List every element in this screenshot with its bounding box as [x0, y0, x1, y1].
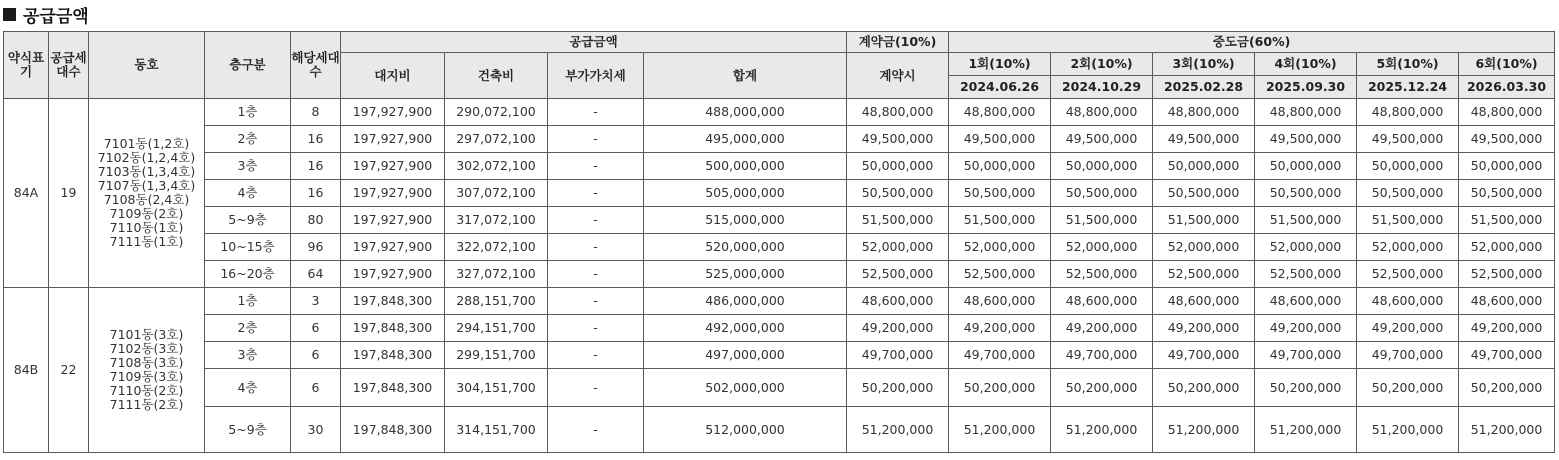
header-deposit: 계약금(10%): [847, 32, 949, 53]
header-building: 건축비: [445, 53, 548, 99]
supply-price-table: [3, 31, 1555, 453]
building-cost-cell: 294,151,700: [445, 315, 548, 342]
land-cost-cell: 197,848,300: [341, 342, 445, 369]
vat-cell: -: [548, 288, 644, 315]
mid-payment-2-cell: 48,600,000: [1051, 288, 1153, 315]
table-row: [4, 234, 1555, 261]
dong-item: 7102동(3호): [109, 341, 184, 356]
dong-item: 7108동(2,4호): [103, 192, 190, 207]
mid-payment-3-cell: 48,800,000: [1153, 99, 1255, 126]
building-cost-cell: 314,151,700: [445, 407, 548, 453]
total-cell: 492,000,000: [644, 315, 847, 342]
dong-item: 7108동(3호): [109, 355, 184, 370]
mid-payment-2-cell: 50,000,000: [1051, 153, 1153, 180]
mid-payment-5-cell: 51,200,000: [1357, 407, 1459, 453]
floor-cell: 5~9층: [205, 407, 291, 453]
deposit-cell: 52,500,000: [847, 261, 949, 288]
vat-cell: -: [548, 180, 644, 207]
land-cost-cell: 197,927,900: [341, 180, 445, 207]
building-cost-cell: 322,072,100: [445, 234, 548, 261]
floor-cell: 10~15층: [205, 234, 291, 261]
table-header: [4, 32, 1555, 99]
table-row: [4, 180, 1555, 207]
mid-payment-6-cell: 50,500,000: [1459, 180, 1555, 207]
mid-payment-2-cell: 51,200,000: [1051, 407, 1153, 453]
unit-count-cell: 19: [49, 99, 89, 288]
land-cost-cell: 197,927,900: [341, 234, 445, 261]
mid-payment-5-cell: 49,200,000: [1357, 315, 1459, 342]
header-count: 해당세대수: [291, 32, 341, 99]
table-row: [4, 207, 1555, 234]
mid-payment-6-cell: 48,800,000: [1459, 99, 1555, 126]
mid-payment-1-cell: 48,800,000: [949, 99, 1051, 126]
total-cell: 497,000,000: [644, 342, 847, 369]
header-mid-4: 4회(10%): [1255, 53, 1357, 76]
header-mid-1: 1회(10%): [949, 53, 1051, 76]
table-row: [4, 342, 1555, 369]
dong-item: 7101동(1,2호): [103, 136, 190, 151]
square-bullet-icon: [3, 8, 16, 21]
floor-cell: 1층: [205, 99, 291, 126]
table-body: [4, 99, 1555, 453]
vat-cell: -: [548, 207, 644, 234]
mid-payment-5-cell: 51,500,000: [1357, 207, 1459, 234]
floor-cell: 2층: [205, 126, 291, 153]
deposit-cell: 49,200,000: [847, 315, 949, 342]
household-count-cell: 8: [291, 99, 341, 126]
mid-payment-1-cell: 50,200,000: [949, 369, 1051, 407]
dong-item: 7111동(1호): [109, 234, 184, 249]
mid-payment-1-cell: 51,500,000: [949, 207, 1051, 234]
mid-payment-1-cell: 50,000,000: [949, 153, 1051, 180]
household-count-cell: 6: [291, 342, 341, 369]
mid-payment-4-cell: 49,200,000: [1255, 315, 1357, 342]
vat-cell: -: [548, 153, 644, 180]
header-units: 공급세대수: [49, 32, 89, 99]
table-row: [4, 126, 1555, 153]
mid-payment-1-cell: 49,200,000: [949, 315, 1051, 342]
table-row: [4, 288, 1555, 315]
dong-item: 7101동(3호): [109, 327, 184, 342]
total-cell: 502,000,000: [644, 369, 847, 407]
mid-payment-3-cell: 49,700,000: [1153, 342, 1255, 369]
mid-payment-4-cell: 50,500,000: [1255, 180, 1357, 207]
mid-payment-6-cell: 49,700,000: [1459, 342, 1555, 369]
header-mid-3-date: 2025.02.28: [1153, 76, 1255, 99]
mid-payment-5-cell: 48,600,000: [1357, 288, 1459, 315]
deposit-cell: 48,800,000: [847, 99, 949, 126]
header-mid-1-date: 2024.06.26: [949, 76, 1051, 99]
land-cost-cell: 197,848,300: [341, 407, 445, 453]
floor-cell: 2층: [205, 315, 291, 342]
building-cost-cell: 304,151,700: [445, 369, 548, 407]
table-row: [4, 99, 1555, 126]
vat-cell: -: [548, 126, 644, 153]
building-cost-cell: 297,072,100: [445, 126, 548, 153]
total-cell: 486,000,000: [644, 288, 847, 315]
building-cost-cell: 307,072,100: [445, 180, 548, 207]
deposit-cell: 49,700,000: [847, 342, 949, 369]
mid-payment-3-cell: 49,500,000: [1153, 126, 1255, 153]
mid-payment-1-cell: 48,600,000: [949, 288, 1051, 315]
deposit-cell: 48,600,000: [847, 288, 949, 315]
vat-cell: -: [548, 234, 644, 261]
floor-cell: 4층: [205, 369, 291, 407]
header-type: 약식표기: [4, 32, 49, 99]
total-cell: 512,000,000: [644, 407, 847, 453]
mid-payment-6-cell: 50,200,000: [1459, 369, 1555, 407]
mid-payment-2-cell: 52,000,000: [1051, 234, 1153, 261]
mid-payment-2-cell: 49,200,000: [1051, 315, 1153, 342]
mid-payment-3-cell: 48,600,000: [1153, 288, 1255, 315]
floor-cell: 16~20층: [205, 261, 291, 288]
mid-payment-6-cell: 49,500,000: [1459, 126, 1555, 153]
mid-payment-5-cell: 50,500,000: [1357, 180, 1459, 207]
header-mid-2-date: 2024.10.29: [1051, 76, 1153, 99]
land-cost-cell: 197,927,900: [341, 153, 445, 180]
table-row: [4, 261, 1555, 288]
dong-item: 7102동(1,2,4호): [97, 150, 196, 165]
mid-payment-5-cell: 48,800,000: [1357, 99, 1459, 126]
mid-payment-4-cell: 51,200,000: [1255, 407, 1357, 453]
land-cost-cell: 197,927,900: [341, 207, 445, 234]
dong-item: 7111동(2호): [109, 397, 184, 412]
unit-count-cell: 22: [49, 288, 89, 453]
table-row: [4, 407, 1555, 453]
total-cell: 495,000,000: [644, 126, 847, 153]
building-cost-cell: 299,151,700: [445, 342, 548, 369]
mid-payment-1-cell: 52,000,000: [949, 234, 1051, 261]
vat-cell: -: [548, 369, 644, 407]
building-cost-cell: 288,151,700: [445, 288, 548, 315]
header-dong: 동호: [89, 32, 205, 99]
mid-payment-5-cell: 50,000,000: [1357, 153, 1459, 180]
dong-list-cell: [89, 99, 205, 288]
header-mid: 중도금(60%): [949, 32, 1555, 53]
land-cost-cell: 197,848,300: [341, 315, 445, 342]
mid-payment-6-cell: 51,500,000: [1459, 207, 1555, 234]
mid-payment-3-cell: 50,000,000: [1153, 153, 1255, 180]
floor-cell: 5~9층: [205, 207, 291, 234]
total-cell: 515,000,000: [644, 207, 847, 234]
mid-payment-4-cell: 50,000,000: [1255, 153, 1357, 180]
mid-payment-3-cell: 50,500,000: [1153, 180, 1255, 207]
mid-payment-4-cell: 51,500,000: [1255, 207, 1357, 234]
household-count-cell: 16: [291, 153, 341, 180]
mid-payment-6-cell: 52,500,000: [1459, 261, 1555, 288]
mid-payment-5-cell: 49,500,000: [1357, 126, 1459, 153]
mid-payment-2-cell: 50,500,000: [1051, 180, 1153, 207]
vat-cell: -: [548, 407, 644, 453]
deposit-cell: 50,200,000: [847, 369, 949, 407]
deposit-cell: 50,500,000: [847, 180, 949, 207]
mid-payment-1-cell: 49,700,000: [949, 342, 1051, 369]
land-cost-cell: 197,848,300: [341, 288, 445, 315]
land-cost-cell: 197,927,900: [341, 99, 445, 126]
header-deposit-sub: 계약시: [847, 53, 949, 99]
floor-cell: 3층: [205, 342, 291, 369]
table-row: [4, 153, 1555, 180]
mid-payment-2-cell: 49,700,000: [1051, 342, 1153, 369]
household-count-cell: 64: [291, 261, 341, 288]
mid-payment-4-cell: 49,700,000: [1255, 342, 1357, 369]
household-count-cell: 3: [291, 288, 341, 315]
mid-payment-2-cell: 50,200,000: [1051, 369, 1153, 407]
total-cell: 525,000,000: [644, 261, 847, 288]
floor-cell: 3층: [205, 153, 291, 180]
header-vat: 부가가치세: [548, 53, 644, 99]
land-cost-cell: 197,927,900: [341, 126, 445, 153]
table-row: [4, 315, 1555, 342]
mid-payment-3-cell: 50,200,000: [1153, 369, 1255, 407]
header-mid-2: 2회(10%): [1051, 53, 1153, 76]
floor-cell: 4층: [205, 180, 291, 207]
mid-payment-4-cell: 48,600,000: [1255, 288, 1357, 315]
mid-payment-4-cell: 50,200,000: [1255, 369, 1357, 407]
mid-payment-5-cell: 52,500,000: [1357, 261, 1459, 288]
mid-payment-4-cell: 48,800,000: [1255, 99, 1357, 126]
header-mid-6-date: 2026.03.30: [1459, 76, 1555, 99]
total-cell: 488,000,000: [644, 99, 847, 126]
mid-payment-4-cell: 52,500,000: [1255, 261, 1357, 288]
table-row: [4, 369, 1555, 407]
header-mid-4-date: 2025.09.30: [1255, 76, 1357, 99]
household-count-cell: 96: [291, 234, 341, 261]
land-cost-cell: 197,927,900: [341, 261, 445, 288]
mid-payment-1-cell: 52,500,000: [949, 261, 1051, 288]
mid-payment-3-cell: 52,000,000: [1153, 234, 1255, 261]
mid-payment-6-cell: 49,200,000: [1459, 315, 1555, 342]
vat-cell: -: [548, 342, 644, 369]
dong-item: 7109동(2호): [109, 206, 184, 221]
total-cell: 505,000,000: [644, 180, 847, 207]
mid-payment-1-cell: 50,500,000: [949, 180, 1051, 207]
mid-payment-6-cell: 51,200,000: [1459, 407, 1555, 453]
dong-list-cell: [89, 288, 205, 453]
household-count-cell: 6: [291, 369, 341, 407]
household-count-cell: 30: [291, 407, 341, 453]
header-mid-5: 5회(10%): [1357, 53, 1459, 76]
mid-payment-2-cell: 52,500,000: [1051, 261, 1153, 288]
header-mid-3: 3회(10%): [1153, 53, 1255, 76]
deposit-cell: 49,500,000: [847, 126, 949, 153]
vat-cell: -: [548, 261, 644, 288]
mid-payment-6-cell: 52,000,000: [1459, 234, 1555, 261]
building-cost-cell: 317,072,100: [445, 207, 548, 234]
mid-payment-2-cell: 49,500,000: [1051, 126, 1153, 153]
dong-item: 7107동(1,3,4호): [97, 178, 196, 193]
dong-item: 7103동(1,3,4호): [97, 164, 196, 179]
building-cost-cell: 327,072,100: [445, 261, 548, 288]
household-count-cell: 16: [291, 126, 341, 153]
mid-payment-2-cell: 51,500,000: [1051, 207, 1153, 234]
mid-payment-5-cell: 52,000,000: [1357, 234, 1459, 261]
dong-item: 7109동(3호): [109, 369, 184, 384]
mid-payment-3-cell: 52,500,000: [1153, 261, 1255, 288]
header-mid-5-date: 2025.12.24: [1357, 76, 1459, 99]
total-cell: 520,000,000: [644, 234, 847, 261]
unit-type-cell: 84B: [4, 288, 49, 453]
mid-payment-4-cell: 49,500,000: [1255, 126, 1357, 153]
mid-payment-5-cell: 50,200,000: [1357, 369, 1459, 407]
section-title: [3, 1, 89, 27]
header-land: 대지비: [341, 53, 445, 99]
header-floor: 층구분: [205, 32, 291, 99]
header-mid-6: 6회(10%): [1459, 53, 1555, 76]
household-count-cell: 6: [291, 315, 341, 342]
deposit-cell: 51,200,000: [847, 407, 949, 453]
building-cost-cell: 302,072,100: [445, 153, 548, 180]
mid-payment-2-cell: 48,800,000: [1051, 99, 1153, 126]
vat-cell: -: [548, 99, 644, 126]
land-cost-cell: 197,848,300: [341, 369, 445, 407]
mid-payment-3-cell: 51,500,000: [1153, 207, 1255, 234]
vat-cell: -: [548, 315, 644, 342]
deposit-cell: 50,000,000: [847, 153, 949, 180]
unit-type-cell: 84A: [4, 99, 49, 288]
mid-payment-1-cell: 49,500,000: [949, 126, 1051, 153]
household-count-cell: 80: [291, 207, 341, 234]
header-supply: 공급금액: [341, 32, 847, 53]
mid-payment-5-cell: 49,700,000: [1357, 342, 1459, 369]
floor-cell: 1층: [205, 288, 291, 315]
header-total: 합계: [644, 53, 847, 99]
mid-payment-4-cell: 52,000,000: [1255, 234, 1357, 261]
mid-payment-3-cell: 49,200,000: [1153, 315, 1255, 342]
dong-item: 7110동(1호): [109, 220, 184, 235]
total-cell: 500,000,000: [644, 153, 847, 180]
mid-payment-3-cell: 51,200,000: [1153, 407, 1255, 453]
deposit-cell: 51,500,000: [847, 207, 949, 234]
section-title-text: 공급금액: [23, 6, 89, 27]
household-count-cell: 16: [291, 180, 341, 207]
deposit-cell: 52,000,000: [847, 234, 949, 261]
mid-payment-6-cell: 48,600,000: [1459, 288, 1555, 315]
dong-item: 7110동(2호): [109, 383, 184, 398]
mid-payment-1-cell: 51,200,000: [949, 407, 1051, 453]
building-cost-cell: 290,072,100: [445, 99, 548, 126]
mid-payment-6-cell: 50,000,000: [1459, 153, 1555, 180]
